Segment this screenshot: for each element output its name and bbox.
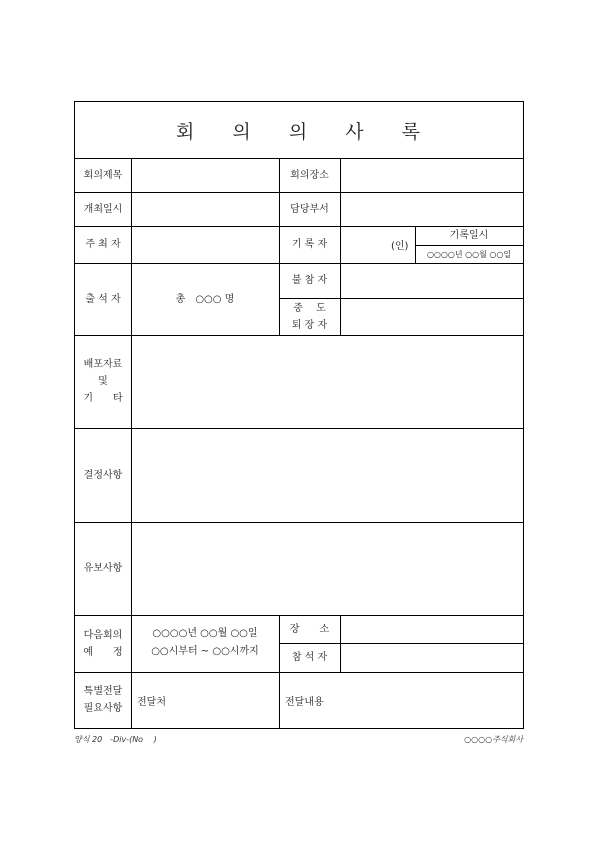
early-leave-label: 중 도 퇴 장 자 (291, 302, 328, 331)
recorder-label: 기 록 자 (291, 239, 328, 250)
date-time-label: 개최일시 (83, 203, 123, 215)
company-name: ○○○○주식회사 (464, 735, 523, 744)
host-label: 주 최 자 (85, 239, 121, 250)
attendees-label: 출 석 자 (85, 293, 121, 305)
dept-label: 담당부서 (290, 203, 329, 215)
meeting-place-label: 회의장소 (290, 170, 329, 181)
row-divider (75, 335, 523, 336)
content-label: 전달내용 (285, 696, 324, 708)
meeting-minutes-form (74, 101, 524, 729)
form-title: 회 의 의 사 록 (75, 102, 523, 159)
decisions-label: 결정사항 (83, 469, 123, 481)
form-number: 양식 20 -Div-(No ) (74, 735, 157, 744)
meeting-title-label: 회의제목 (83, 170, 123, 181)
row-divider (75, 522, 523, 523)
pending-label: 유보사항 (83, 563, 123, 574)
row-divider (75, 428, 523, 429)
recipient-label: 전달처 (137, 696, 166, 708)
handouts-label: 배포자료 및 기 타 (83, 359, 123, 404)
record-date-label: 기록일시 (449, 230, 489, 241)
special-label: 특별전달 필요사항 (83, 686, 123, 714)
next-meeting-label: 다음회의 예 정 (83, 629, 123, 658)
next-meeting-date: ○○○○년 ○○월 ○○일 (152, 628, 258, 639)
next-place-label: 장 소 (289, 623, 330, 635)
attendee-count: 총 ○○○ 명 (175, 293, 235, 305)
seal-text: (인) (391, 241, 409, 252)
col-divider (340, 159, 341, 335)
record-date-value: ○○○○년 ○○월 ○○일 (426, 249, 512, 259)
next-attendees-label: 참 석 자 (291, 652, 328, 663)
absentees-label: 불 참 자 (291, 275, 328, 286)
col-divider (340, 615, 341, 672)
next-meeting-time: ○○시부터 ~ ○○시까지 (151, 646, 259, 657)
